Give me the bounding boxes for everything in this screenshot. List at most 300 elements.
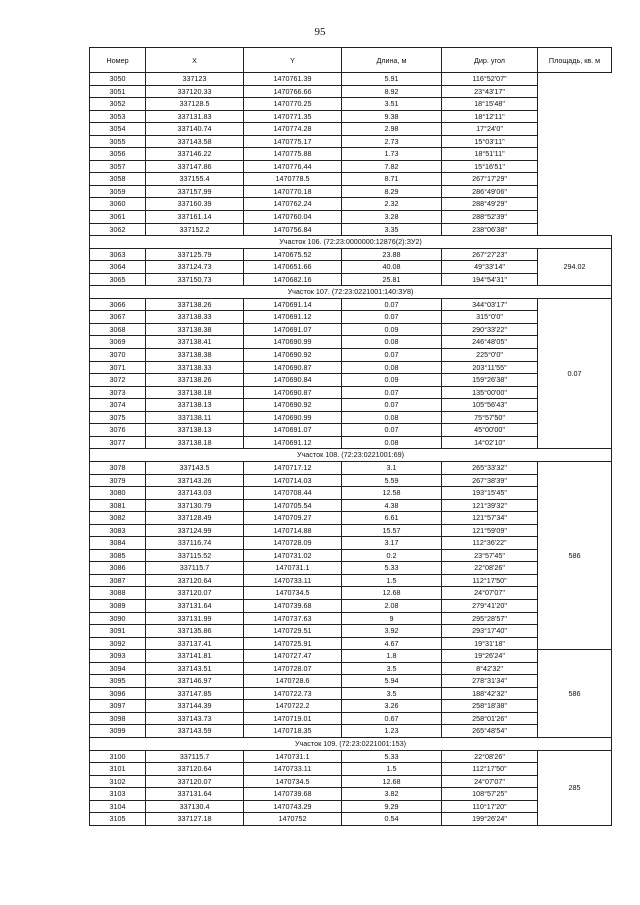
point-number: 3056 (90, 148, 146, 161)
x-coordinate: 337130.4 (146, 800, 244, 813)
x-coordinate: 337161.14 (146, 211, 244, 224)
point-number: 3084 (90, 537, 146, 550)
direction-angle: 344°03'17" (442, 298, 538, 311)
length: 0.08 (342, 361, 442, 374)
point-number: 3051 (90, 85, 146, 98)
length: 9 (342, 612, 442, 625)
y-coordinate: 1470776.44 (244, 160, 342, 173)
section-row (90, 449, 612, 462)
point-number: 3072 (90, 374, 146, 387)
length: 2.98 (342, 123, 442, 136)
x-coordinate: 337155.4 (146, 173, 244, 186)
direction-angle: 159°26'38" (442, 374, 538, 387)
y-coordinate: 1470691.12 (244, 436, 342, 449)
point-number: 3059 (90, 185, 146, 198)
point-number: 3094 (90, 662, 146, 675)
direction-angle: 121°59'09" (442, 524, 538, 537)
table-row (90, 386, 612, 399)
y-coordinate: 1470731.1 (244, 562, 342, 575)
point-number: 3103 (90, 788, 146, 801)
table-row (90, 775, 612, 788)
direction-angle: 112°17'50" (442, 763, 538, 776)
point-number: 3082 (90, 512, 146, 525)
x-coordinate: 337143.03 (146, 487, 244, 500)
y-coordinate: 1470739.68 (244, 599, 342, 612)
area-value: 586 (538, 461, 612, 649)
section-title: Участок 107. (72:23:0221001:140:ЗУ8) (90, 286, 612, 299)
direction-angle: 258°18'38" (442, 700, 538, 713)
table-row (90, 123, 612, 136)
y-coordinate: 1470725.91 (244, 637, 342, 650)
point-number: 3078 (90, 461, 146, 474)
length: 3.26 (342, 700, 442, 713)
point-number: 3066 (90, 298, 146, 311)
length: 5.33 (342, 750, 442, 763)
y-coordinate: 1470756.84 (244, 223, 342, 236)
length: 5.91 (342, 73, 442, 86)
x-coordinate: 337115.7 (146, 562, 244, 575)
point-number: 3060 (90, 198, 146, 211)
x-coordinate: 337131.99 (146, 612, 244, 625)
x-coordinate: 337127.18 (146, 813, 244, 826)
point-number: 3090 (90, 612, 146, 625)
x-coordinate: 337143.73 (146, 712, 244, 725)
area-value: 0.07 (538, 298, 612, 449)
x-coordinate: 337131.64 (146, 788, 244, 801)
table-row (90, 336, 612, 349)
point-number: 3071 (90, 361, 146, 374)
length: 0.07 (342, 349, 442, 362)
direction-angle: 45°00'00" (442, 424, 538, 437)
direction-angle: 75°57'50" (442, 411, 538, 424)
x-coordinate: 337138.13 (146, 424, 244, 437)
length: 2.08 (342, 599, 442, 612)
length: 1.5 (342, 763, 442, 776)
length: 0.09 (342, 374, 442, 387)
x-coordinate: 337143.58 (146, 135, 244, 148)
x-coordinate: 337160.39 (146, 198, 244, 211)
length: 1.23 (342, 725, 442, 738)
table-row (90, 662, 612, 675)
table-row (90, 537, 612, 550)
header-length: Длина, м (342, 48, 442, 73)
x-coordinate: 337123 (146, 73, 244, 86)
x-coordinate: 337124.73 (146, 261, 244, 274)
point-number: 3105 (90, 813, 146, 826)
length: 8.71 (342, 173, 442, 186)
table-row (90, 323, 612, 336)
table-row (90, 675, 612, 688)
direction-angle: 295°28'57" (442, 612, 538, 625)
y-coordinate: 1470690.87 (244, 386, 342, 399)
direction-angle: 279°41'20" (442, 599, 538, 612)
table-row (90, 562, 612, 575)
point-number: 3073 (90, 386, 146, 399)
y-coordinate: 1470733.11 (244, 574, 342, 587)
y-coordinate: 1470714.88 (244, 524, 342, 537)
table-row (90, 424, 612, 437)
table-row (90, 173, 612, 186)
y-coordinate: 1470722.2 (244, 700, 342, 713)
y-coordinate: 1470722.73 (244, 687, 342, 700)
area-value: 586 (538, 650, 612, 738)
length: 4.38 (342, 499, 442, 512)
table-row (90, 788, 612, 801)
direction-angle: 267°27'23" (442, 248, 538, 261)
table-row (90, 223, 612, 236)
direction-angle: 193°15'45" (442, 487, 538, 500)
point-number: 3102 (90, 775, 146, 788)
direction-angle: 265°33'32" (442, 461, 538, 474)
header-direction-angle: Дир. угол (442, 48, 538, 73)
x-coordinate: 337125.79 (146, 248, 244, 261)
x-coordinate: 337120.07 (146, 587, 244, 600)
x-coordinate: 337143.59 (146, 725, 244, 738)
point-number: 3100 (90, 750, 146, 763)
y-coordinate: 1470714.03 (244, 474, 342, 487)
direction-angle: 246°48'05" (442, 336, 538, 349)
x-coordinate: 337138.18 (146, 386, 244, 399)
table-row (90, 687, 612, 700)
point-number: 3069 (90, 336, 146, 349)
header-area: Площадь, кв. м (538, 48, 612, 73)
point-number: 3085 (90, 549, 146, 562)
table-row (90, 411, 612, 424)
point-number: 3052 (90, 98, 146, 111)
length: 8.29 (342, 185, 442, 198)
length: 0.08 (342, 336, 442, 349)
table-row (90, 248, 612, 261)
direction-angle: 23°57'45" (442, 549, 538, 562)
y-coordinate: 1470691.14 (244, 298, 342, 311)
table-row (90, 625, 612, 638)
length: 3.28 (342, 211, 442, 224)
direction-angle: 258°01'26" (442, 712, 538, 725)
point-number: 3070 (90, 349, 146, 362)
direction-angle: 18°15'48" (442, 98, 538, 111)
header-y: Y (244, 48, 342, 73)
table-row (90, 612, 612, 625)
table-row (90, 198, 612, 211)
point-number: 3091 (90, 625, 146, 638)
point-number: 3092 (90, 637, 146, 650)
length: 0.54 (342, 813, 442, 826)
direction-angle: 135°00'00" (442, 386, 538, 399)
y-coordinate: 1470708.44 (244, 487, 342, 500)
x-coordinate: 337138.13 (146, 399, 244, 412)
table-row (90, 750, 612, 763)
point-number: 3074 (90, 399, 146, 412)
y-coordinate: 1470651.66 (244, 261, 342, 274)
y-coordinate: 1470733.11 (244, 763, 342, 776)
page-number: 95 (314, 26, 326, 38)
point-number: 3068 (90, 323, 146, 336)
length: 0.07 (342, 298, 442, 311)
length: 9.38 (342, 110, 442, 123)
table-row (90, 637, 612, 650)
table-row (90, 311, 612, 324)
y-coordinate: 1470771.35 (244, 110, 342, 123)
direction-angle: 225°0'0" (442, 349, 538, 362)
x-coordinate: 337138.33 (146, 311, 244, 324)
table-row (90, 512, 612, 525)
point-number: 3093 (90, 650, 146, 663)
table-row (90, 461, 612, 474)
x-coordinate: 337146.97 (146, 675, 244, 688)
table-row (90, 349, 612, 362)
direction-angle: 112°17'50" (442, 574, 538, 587)
table-row (90, 135, 612, 148)
x-coordinate: 337144.39 (146, 700, 244, 713)
direction-angle: 238°06'38" (442, 223, 538, 236)
y-coordinate: 1470728.09 (244, 537, 342, 550)
point-number: 3088 (90, 587, 146, 600)
length: 1.8 (342, 650, 442, 663)
x-coordinate: 337138.26 (146, 374, 244, 387)
y-coordinate: 1470743.29 (244, 800, 342, 813)
x-coordinate: 337138.38 (146, 349, 244, 362)
y-coordinate: 1470690.84 (244, 374, 342, 387)
x-coordinate: 337143.26 (146, 474, 244, 487)
direction-angle: 112°36'22" (442, 537, 538, 550)
point-number: 3058 (90, 173, 146, 186)
x-coordinate: 337138.38 (146, 323, 244, 336)
point-number: 3065 (90, 273, 146, 286)
length: 0.08 (342, 436, 442, 449)
length: 15.57 (342, 524, 442, 537)
length: 4.67 (342, 637, 442, 650)
point-number: 3067 (90, 311, 146, 324)
length: 0.09 (342, 323, 442, 336)
direction-angle: 15°03'11" (442, 135, 538, 148)
x-coordinate: 337143.5 (146, 461, 244, 474)
y-coordinate: 1470752 (244, 813, 342, 826)
y-coordinate: 1470690.87 (244, 361, 342, 374)
y-coordinate: 1470690.92 (244, 349, 342, 362)
y-coordinate: 1470690.99 (244, 411, 342, 424)
direction-angle: 24°07'07" (442, 775, 538, 788)
direction-angle: 17°24'0" (442, 123, 538, 136)
length: 0.07 (342, 311, 442, 324)
table-row (90, 524, 612, 537)
table-row (90, 298, 612, 311)
coordinates-table (89, 47, 612, 826)
table-row (90, 211, 612, 224)
point-number: 3054 (90, 123, 146, 136)
direction-angle: 265°48'54" (442, 725, 538, 738)
y-coordinate: 1470775.88 (244, 148, 342, 161)
x-coordinate: 337120.33 (146, 85, 244, 98)
x-coordinate: 337147.85 (146, 687, 244, 700)
table-row (90, 549, 612, 562)
length: 0.07 (342, 399, 442, 412)
length: 3.5 (342, 662, 442, 675)
y-coordinate: 1470675.52 (244, 248, 342, 261)
length: 0.2 (342, 549, 442, 562)
length: 12.58 (342, 487, 442, 500)
direction-angle: 286°49'06" (442, 185, 538, 198)
y-coordinate: 1470731.1 (244, 750, 342, 763)
length: 3.5 (342, 687, 442, 700)
table-header-row (90, 48, 612, 73)
y-coordinate: 1470739.68 (244, 788, 342, 801)
point-number: 3099 (90, 725, 146, 738)
point-number: 3098 (90, 712, 146, 725)
x-coordinate: 337137.41 (146, 637, 244, 650)
x-coordinate: 337128.49 (146, 512, 244, 525)
direction-angle: 121°57'34" (442, 512, 538, 525)
length: 3.35 (342, 223, 442, 236)
table-row (90, 813, 612, 826)
direction-angle: 288°52'39" (442, 211, 538, 224)
length: 0.07 (342, 424, 442, 437)
x-coordinate: 337138.18 (146, 436, 244, 449)
table-row (90, 499, 612, 512)
section-row (90, 236, 612, 249)
point-number: 3062 (90, 223, 146, 236)
y-coordinate: 1470727.47 (244, 650, 342, 663)
y-coordinate: 1470682.16 (244, 273, 342, 286)
length: 8.92 (342, 85, 442, 98)
y-coordinate: 1470737.63 (244, 612, 342, 625)
direction-angle: 267°38'39" (442, 474, 538, 487)
point-number: 3050 (90, 73, 146, 86)
direction-angle: 18°51'11" (442, 148, 538, 161)
direction-angle: 267°17'29" (442, 173, 538, 186)
table-row (90, 110, 612, 123)
length: 5.59 (342, 474, 442, 487)
point-number: 3083 (90, 524, 146, 537)
direction-angle: 108°57'25" (442, 788, 538, 801)
point-number: 3075 (90, 411, 146, 424)
point-number: 3079 (90, 474, 146, 487)
point-number: 3064 (90, 261, 146, 274)
table-row (90, 700, 612, 713)
y-coordinate: 1470774.28 (244, 123, 342, 136)
table-row (90, 148, 612, 161)
y-coordinate: 1470718.35 (244, 725, 342, 738)
section-title: Участок 108. (72:23:0221001:69) (90, 449, 612, 462)
y-coordinate: 1470770.25 (244, 98, 342, 111)
x-coordinate: 337131.64 (146, 599, 244, 612)
y-coordinate: 1470691.07 (244, 424, 342, 437)
length: 3.92 (342, 625, 442, 638)
x-coordinate: 337131.83 (146, 110, 244, 123)
y-coordinate: 1470734.5 (244, 587, 342, 600)
direction-angle: 105°56'43" (442, 399, 538, 412)
length: 1.5 (342, 574, 442, 587)
x-coordinate: 337135.86 (146, 625, 244, 638)
area-value: 294.02 (538, 248, 612, 286)
table-row (90, 712, 612, 725)
direction-angle: 315°0'0" (442, 311, 538, 324)
point-number: 3057 (90, 160, 146, 173)
direction-angle: 14°02'10" (442, 436, 538, 449)
direction-angle: 19°26'24" (442, 650, 538, 663)
length: 0.67 (342, 712, 442, 725)
direction-angle: 278°31'34" (442, 675, 538, 688)
length: 40.08 (342, 261, 442, 274)
direction-angle: 22°08'26" (442, 562, 538, 575)
y-coordinate: 1470731.02 (244, 549, 342, 562)
section-row (90, 737, 612, 750)
x-coordinate: 337138.11 (146, 411, 244, 424)
point-number: 3061 (90, 211, 146, 224)
x-coordinate: 337147.86 (146, 160, 244, 173)
y-coordinate: 1470760.04 (244, 211, 342, 224)
direction-angle: 24°07'07" (442, 587, 538, 600)
header-x: X (146, 48, 244, 73)
length: 2.32 (342, 198, 442, 211)
length: 25.81 (342, 273, 442, 286)
point-number: 3080 (90, 487, 146, 500)
x-coordinate: 337128.5 (146, 98, 244, 111)
table-row (90, 474, 612, 487)
direction-angle: 199°26'24" (442, 813, 538, 826)
y-coordinate: 1470691.07 (244, 323, 342, 336)
direction-angle: 188°42'32" (442, 687, 538, 700)
point-number: 3081 (90, 499, 146, 512)
direction-angle: 19°31'18" (442, 637, 538, 650)
point-number: 3055 (90, 135, 146, 148)
y-coordinate: 1470719.01 (244, 712, 342, 725)
area-value: 285 (538, 750, 612, 825)
y-coordinate: 1470717.12 (244, 461, 342, 474)
x-coordinate: 337150.73 (146, 273, 244, 286)
y-coordinate: 1470691.12 (244, 311, 342, 324)
y-coordinate: 1470770.18 (244, 185, 342, 198)
section-title: Участок 106. (72:23:0000000:12876(2):ЗУ2) (90, 236, 612, 249)
table-row (90, 587, 612, 600)
y-coordinate: 1470778.5 (244, 173, 342, 186)
point-number: 3063 (90, 248, 146, 261)
point-number: 3087 (90, 574, 146, 587)
length: 5.94 (342, 675, 442, 688)
table-row (90, 273, 612, 286)
y-coordinate: 1470709.27 (244, 512, 342, 525)
length: 7.82 (342, 160, 442, 173)
x-coordinate: 337138.41 (146, 336, 244, 349)
length: 3.82 (342, 788, 442, 801)
x-coordinate: 337130.79 (146, 499, 244, 512)
x-coordinate: 337140.74 (146, 123, 244, 136)
length: 3.1 (342, 461, 442, 474)
direction-angle: 290°33'22" (442, 323, 538, 336)
direction-angle: 49°33'14" (442, 261, 538, 274)
point-number: 3053 (90, 110, 146, 123)
x-coordinate: 337152.2 (146, 223, 244, 236)
section-row (90, 286, 612, 299)
direction-angle: 203°11'55" (442, 361, 538, 374)
y-coordinate: 1470775.17 (244, 135, 342, 148)
y-coordinate: 1470705.54 (244, 499, 342, 512)
table-row (90, 487, 612, 500)
length: 1.73 (342, 148, 442, 161)
length: 0.07 (342, 386, 442, 399)
table-row (90, 374, 612, 387)
x-coordinate: 337120.64 (146, 574, 244, 587)
x-coordinate: 337115.52 (146, 549, 244, 562)
header-number: Номер (90, 48, 146, 73)
x-coordinate: 337146.22 (146, 148, 244, 161)
table-row (90, 85, 612, 98)
direction-angle: 110°17'20" (442, 800, 538, 813)
table-body (90, 73, 612, 826)
table-row (90, 73, 612, 86)
y-coordinate: 1470766.66 (244, 85, 342, 98)
table-row (90, 160, 612, 173)
length: 6.61 (342, 512, 442, 525)
